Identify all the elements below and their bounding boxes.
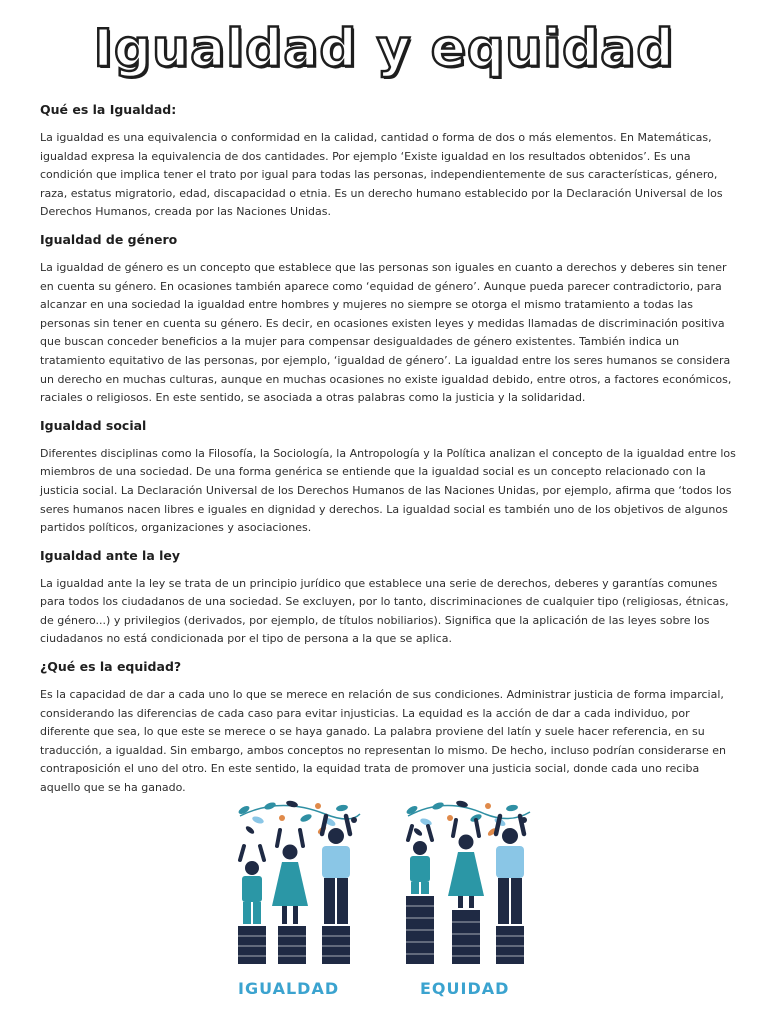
equidad-group bbox=[405, 800, 530, 998]
section-heading: Igualdad social bbox=[40, 417, 147, 433]
section-heading: Qué es la Igualdad: bbox=[40, 102, 177, 117]
section-heading: Igualdad de género bbox=[40, 231, 178, 247]
caption-equidad: EQUIDAD bbox=[420, 979, 510, 998]
section-igualdad-ante-la-ley bbox=[40, 546, 736, 649]
section-igualdad-de-genero bbox=[40, 230, 736, 408]
figure-child-left bbox=[240, 846, 264, 924]
figure-woman-right bbox=[448, 820, 484, 908]
section-paragraph: La igualdad de género es un concepto que establece que las personas son iguales en cuanto a derechos y deberes sin tener en cuenta su género. En ocasiones también aparece como ‘equidad de género’. Aunque pueda parecer contradictorio, para alcanzar en una sociedad la igualdad entre hombres y mujeres no siempre se otorga el mismo tratamiento a todas las personas sin tener en cuenta su género. Es decir, en ocasiones existen leyes y medidas llamadas de discriminación positiva que buscan conceder beneficios a la mujer para compensar desigualdades de género existentes. También indica un tratamiento equitativo de las personas, por ejemplo, ‘igualdad de género’. La igualdad entre los seres humanos se considera un derecho en muchas culturas, aunque en muchas ocasiones no existe igualdad debido, entre otros, a factores económicos, raciales o religiosos. En este sentido, se asociada a otras palabras como la justicia y la solidaridad. bbox=[40, 260, 732, 405]
section-que-es-la-igualdad bbox=[40, 100, 736, 222]
section-que-es-la-equidad bbox=[40, 657, 736, 798]
figure-man-left bbox=[322, 816, 350, 924]
illustration-svg bbox=[230, 796, 540, 1016]
equality-equity-illustration bbox=[230, 796, 540, 1016]
igualdad-group bbox=[237, 800, 360, 998]
boxes-left bbox=[238, 926, 350, 964]
section-paragraph: La igualdad ante la ley se trata de un principio jurídico que establece una serie de derechos, deberes y garantías comunes para todos los ciudadanos de una sociedad. Se excluyen, por lo tanto, discriminaciones de cualquier tipo (religiosas, étnicas, de género...) y privilegios (derivados, por ejemplo, de títulos nobiliarios). Significa que la aplicación de las leyes sobre los ciudadanos no está condicionada por el tipo de persona a la que se aplica. bbox=[40, 576, 729, 646]
section-heading: ¿Qué es la equidad? bbox=[40, 659, 182, 675]
page-title: Igualdad y equidad bbox=[93, 19, 675, 79]
section-igualdad-social bbox=[40, 416, 736, 538]
caption-igualdad: IGUALDAD bbox=[238, 979, 340, 998]
section-heading: Igualdad ante la ley bbox=[40, 547, 181, 563]
section-paragraph: La igualdad es una equivalencia o conformidad en la calidad, cantidad o forma de dos o más elementos. En Matemáticas, igualdad expresa la equivalencia de dos cantidades. Por ejemplo ‘Existe igualdad en los resultados obtenidos’. Es una condición que implica tener el trato por igual para todas las personas, independientemente de sus características, género, raza, estatus migratorio, edad, discapacidad o etnia. Es un derecho humano establecido por la Declaración Universal de los Derechos Humanos, creada por las Naciones Unidas. bbox=[40, 131, 723, 219]
section-paragraph: Es la capacidad de dar a cada uno lo que se merece en relación de sus condiciones. Administrar justicia de forma imparcial, considerando las diferencias de cada caso para evitar injusticias. La equidad es la acción de dar a cada individuo, por diferente que sea, lo que este se merece o se haya ganado. La palabra proviene del latín y suele hacer referencia, en su traducción, a igualdad. Sin embargo, ambos conceptos no representan lo mismo. De hecho, incluso podrían considerarse en contraposición el uno del otro. En este sentido, la equidad trata de promover una justicia social, donde cada uno reciba aquello que se ha ganado. bbox=[40, 688, 726, 795]
document-body bbox=[40, 100, 736, 806]
figure-child-right bbox=[408, 826, 432, 894]
figure-man-right bbox=[496, 816, 524, 924]
figure-woman-left bbox=[272, 830, 308, 924]
section-paragraph: Diferentes disciplinas como la Filosofía, la Sociología, la Antropología y la Política analizan el concepto de la igualdad entre los miembros de una sociedad. De una forma genérica se entiende que la igualdad social es un concepto relacionado con la justicia social. La Declaración Universal de los Derechos Humanos de las Naciones Unidas, por ejemplo, afirma que ‘todos los seres humanos nacen libres e iguales en dignidad y derechos. La igualdad social es también uno de los objetivos de algunos partidos políticos, organizaciones y asociaciones. bbox=[40, 446, 736, 535]
